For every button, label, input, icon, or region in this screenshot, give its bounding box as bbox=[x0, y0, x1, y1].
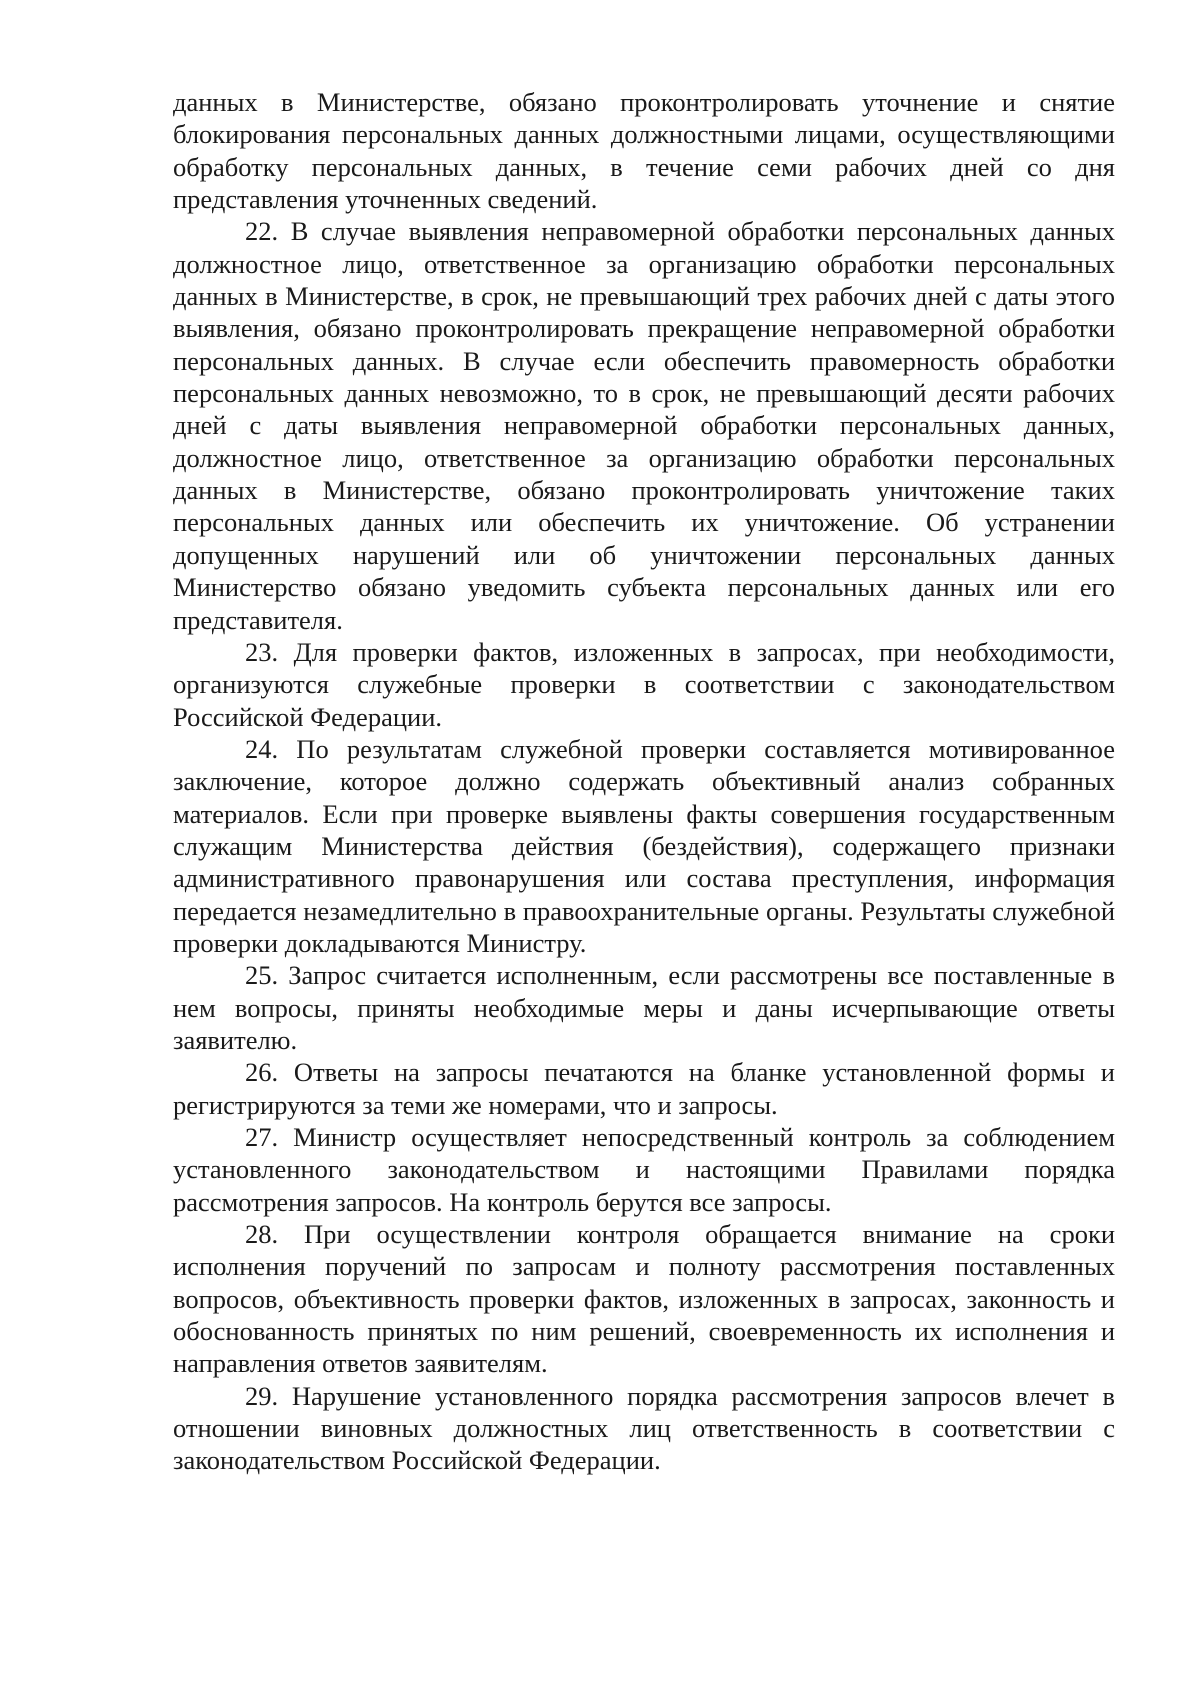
paragraph-24: 24. По результатам служебной проверки составляется мотивированное заключение, которое должно содержать объективный анализ собранных материалов. Если при проверке выявлены факты совершения государственным служащим Министерства действия (бездействия), содержащего признаки административного правонарушения или состава преступления, информация передается незамедлительно в правоохранительные органы. Результаты служебной проверки докладываются Министру. bbox=[173, 733, 1115, 958]
paragraph-29: 29. Нарушение установленного порядка рассмотрения запросов влечет в отношении виновных должностных лиц ответственность в соответствии с законодательством Российской Федерации. bbox=[173, 1380, 1115, 1476]
paragraph-27: 27. Министр осуществляет непосредственный контроль за соблюдением установленного законодательством и настоящими Правилами порядка рассмотрения запросов. На контроль берутся все запросы. bbox=[173, 1122, 1115, 1217]
paragraph-continued: данных в Министерстве, обязано проконтролировать уточнение и снятие блокирования персональных данных должностными лицами, осуществляющими обработку персональных данных, в течение семи рабочих дней со дня представления уточненных сведений. bbox=[173, 87, 1115, 215]
document-body bbox=[173, 86, 1115, 1477]
paragraph-25: 25. Запрос считается исполненным, если рассмотрены все поставленные в нем вопросы, приняты необходимые меры и даны исчерпывающие ответы заявителю. bbox=[173, 960, 1115, 1055]
paragraph-28: 28. При осуществлении контроля обращается внимание на сроки исполнения поручений по запросам и полноту рассмотрения поставленных вопросов, объективность проверки фактов, изложенных в запросах, законность и обоснованность принятых по ним решений, своевременность их исполнения и направления ответов заявителям. bbox=[173, 1219, 1115, 1379]
paragraph-26: 26. Ответы на запросы печатаются на бланке установленной формы и регистрируются за теми же номерами, что и запросы. bbox=[173, 1057, 1115, 1120]
paragraph-23: 23. Для проверки фактов, изложенных в запросах, при необходимости, организуются служебные проверки в соответствии с законодательством Российской Федерации. bbox=[173, 636, 1115, 732]
paragraph-22: 22. В случае выявления неправомерной обработки персональных данных должностное лицо, ответственное за организацию обработки персональных данных в Министерстве, в срок, не превышающий трех рабочих дней с даты этого выявления, обязано проконтролировать прекращение неправомерной обработки персональных данных. В случае если обеспечить правомерность обработки персональных данных невозможно, то в срок, не превышающий десяти рабочих дней с даты выявления неправомерной обработки персональных данных, должностное лицо, ответственное за организацию обработки персональных данных в Министерстве, обязано проконтролировать уничтожение таких персональных данных или обеспечить их уничтожение. Об устранении допущенных нарушений или об уничтожении персональных данных Министерство обязано уведомить субъекта персональных данных или его представителя. bbox=[173, 216, 1115, 635]
